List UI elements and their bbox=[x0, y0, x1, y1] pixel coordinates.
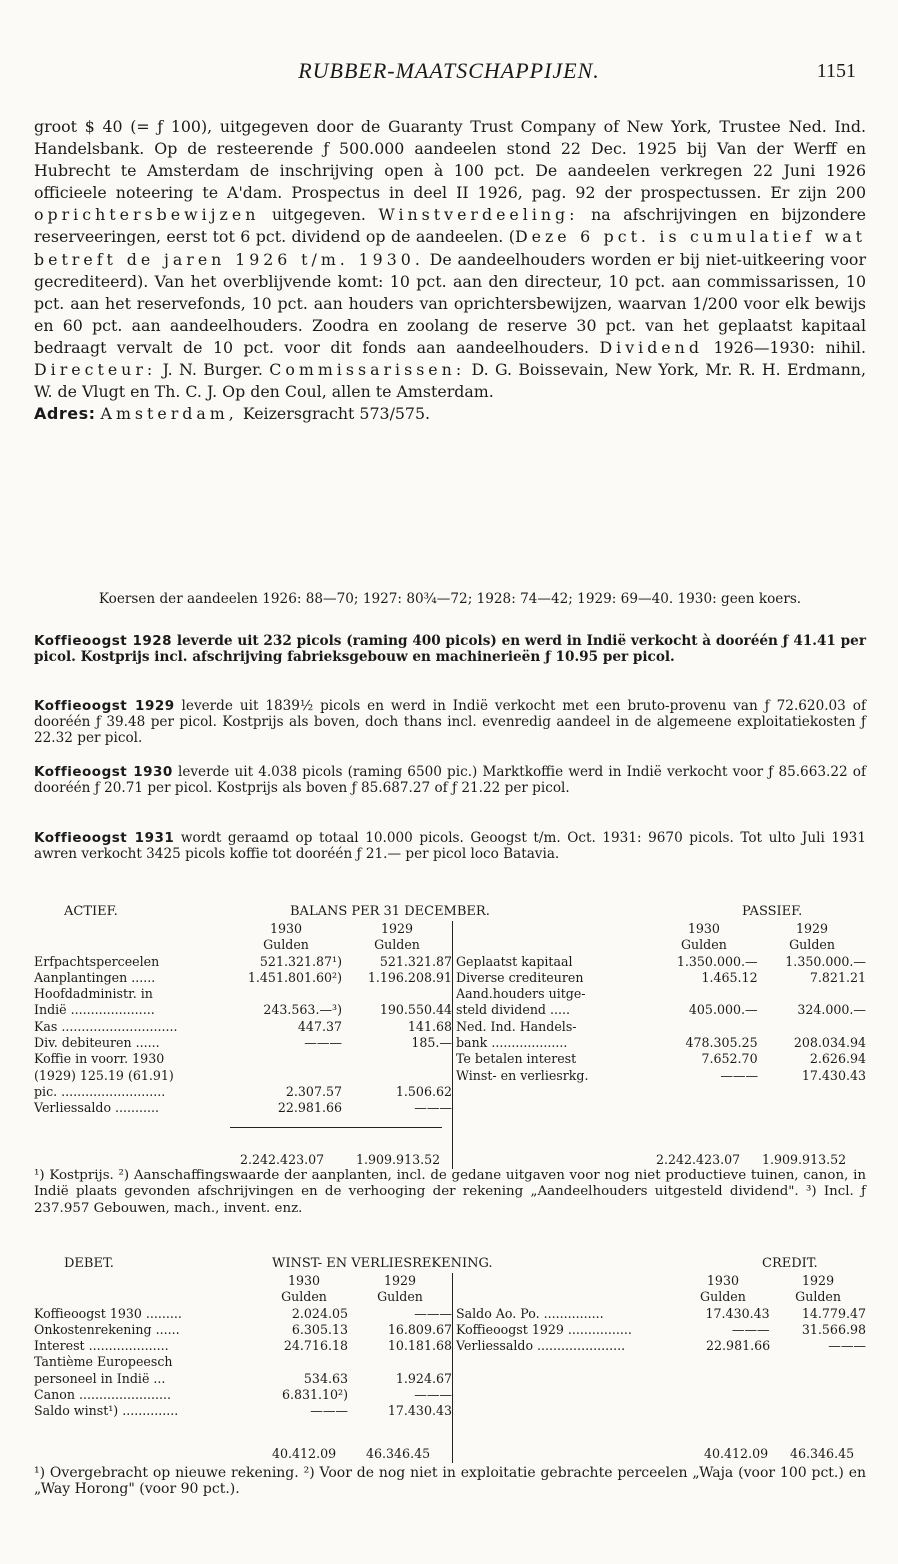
row-value: 22.981.66 bbox=[277, 1100, 342, 1116]
table-row bbox=[453, 1019, 867, 1035]
balans-passief-heading: PASSIEF. bbox=[742, 904, 803, 919]
row-value: 534.63 bbox=[303, 1370, 348, 1386]
row-value: 24.716.18 bbox=[283, 1338, 348, 1354]
wv-debet-table: 1930 1929 Gulden Gulden Koffieoogst 1930 ......... 2.024.05 ——— Onkostenrekening ...... 6.305.13 16.809.67 Interest .................... 24.716.18 10.181.68 Tantième Europeesch personeel in Indië ... 534.63 1.924.67 Canon ....................... 6.831.10²) ——— Saldo winst¹) .............. ——— 17.430.43 bbox=[34, 1273, 452, 1419]
balans-title: BALANS PER 31 DECEMBER. bbox=[290, 904, 490, 919]
row-value: 2.307.57 bbox=[285, 1083, 342, 1099]
row-label: Kas ............................. bbox=[34, 1018, 178, 1034]
row-label: personeel in Indië ... bbox=[34, 1370, 166, 1386]
row-label: Canon ....................... bbox=[34, 1387, 172, 1403]
row-value: 22.981.66 bbox=[706, 1338, 771, 1354]
balans-total-left-1930: 2.242.423.07 bbox=[240, 1152, 325, 1167]
table-row bbox=[453, 954, 867, 970]
row-value bbox=[230, 1068, 342, 1084]
row-value: ——— bbox=[731, 1321, 770, 1337]
koffie-1928: Koffieoogst 1928 leverde uit 232 picols (raming 400 picols) en werd in Indië verkocht à dooréén ƒ 41.41 per picol. Kostprijs incl. afschrijving fabrieksgebouw en machinerieën ƒ 10.95 per picol. bbox=[34, 633, 866, 666]
balans-total-left-1929: 1.909.913.52 bbox=[356, 1152, 441, 1167]
row-value: 1.465.12 bbox=[701, 969, 758, 985]
balans-left-rule bbox=[230, 1127, 442, 1128]
row-label: Koffie in voorr. 1930 bbox=[34, 1051, 165, 1067]
wv-footnote: ¹) Overgebracht op nieuwe rekening. ²) Voor de nog niet in exploitatie gebrachte perceelen „Waja (voor 100 pct.) en „Way Horong" (voor 90 pct.). bbox=[34, 1465, 866, 1498]
share-prices: Koersen der aandeelen 1926: 88—70; 1927: 80¾—72; 1928: 74—42; 1929: 69—40. 1930: geen koers. bbox=[98, 591, 802, 607]
row-value: 6.831.10²) bbox=[281, 1387, 348, 1403]
row-value: 17.430.43 bbox=[705, 1305, 770, 1321]
row-value: 7.652.70 bbox=[701, 1051, 758, 1067]
table-row bbox=[34, 1068, 452, 1084]
row-label: steld dividend ..... bbox=[453, 1002, 651, 1018]
wv-credit-table: 1930 1929 Gulden Gulden Saldo Ao. Po. ............... 17.430.43 14.779.47 Koffieoogst 1929 ................ ——— 31.566.98 Verliessaldo ...................... 22.981.66 ——— bbox=[452, 1273, 866, 1354]
balans-actief-heading: ACTIEF. bbox=[64, 904, 118, 919]
address-label: Adres: bbox=[34, 404, 96, 424]
koffie-1929: Koffieoogst 1929 leverde uit 1839½ picols en werd in Indië verkocht met een bruto-provenu van ƒ 72.620.03 of dooréén ƒ 39.48 per picol. Kostprijs als boven, doch thans incl. evenredig aandeel in de algemeene exploitatiekosten ƒ 22.32 per picol. bbox=[34, 698, 866, 747]
row-value: 521.321.87¹) bbox=[259, 953, 342, 969]
row-value bbox=[342, 1051, 452, 1067]
row-label: bank ................... bbox=[453, 1035, 651, 1051]
row-value bbox=[650, 1019, 758, 1035]
wv-divider bbox=[452, 1273, 453, 1463]
row-value: ——— bbox=[414, 1305, 452, 1321]
row-label: Erfpachtsperceelen bbox=[34, 953, 160, 969]
row-value: ——— bbox=[304, 1035, 342, 1051]
table-row bbox=[453, 1051, 867, 1067]
row-value: 6.305.13 bbox=[291, 1321, 348, 1337]
row-value bbox=[650, 986, 758, 1002]
row-value: 405.000.— bbox=[688, 1002, 758, 1018]
row-value: 141.68 bbox=[407, 1018, 452, 1034]
row-value bbox=[230, 1051, 342, 1067]
row-value: 14.779.47 bbox=[801, 1305, 866, 1321]
row-value: 1.350.000.— bbox=[676, 953, 758, 969]
row-value: ——— bbox=[720, 1067, 759, 1083]
row-label: Koffieoogst 1930 ......... bbox=[34, 1305, 182, 1321]
row-value: 190.550.44 bbox=[379, 1002, 452, 1018]
row-label: pic. .......................... bbox=[34, 1083, 166, 1099]
table-row bbox=[34, 1019, 452, 1035]
row-value: 16.809.67 bbox=[387, 1321, 452, 1337]
balans-divider bbox=[452, 921, 453, 1169]
table-row bbox=[34, 1338, 452, 1354]
wv-total-right-1930: 40.412.09 bbox=[704, 1446, 769, 1461]
row-value: 2.024.05 bbox=[291, 1305, 348, 1321]
table-row bbox=[453, 1322, 867, 1338]
row-value: 447.37 bbox=[297, 1018, 342, 1034]
row-label: Onkostenrekening ...... bbox=[34, 1321, 180, 1337]
row-label: Ned. Ind. Handels- bbox=[453, 1019, 651, 1035]
wv-total-left-1930: 40.412.09 bbox=[272, 1446, 337, 1461]
wv-title: WINST- EN VERLIESREKENING. bbox=[272, 1256, 493, 1271]
row-value: 17.430.43 bbox=[387, 1403, 452, 1419]
row-value: 478.305.25 bbox=[685, 1035, 758, 1051]
row-label: Te betalen interest bbox=[453, 1051, 651, 1067]
row-label: Diverse crediteuren bbox=[453, 970, 651, 986]
table-row bbox=[453, 1306, 867, 1322]
koffie-1930: Koffieoogst 1930 leverde uit 4.038 picols (raming 6500 pic.) Marktkoffie werd in Indië verkocht voor ƒ 85.663.22 of dooréén ƒ 20.71 per picol. Kostprijs als boven ƒ 85.687.27 of ƒ 21.22 per picol. bbox=[34, 764, 866, 797]
row-value: 1.196.208.91 bbox=[367, 969, 452, 985]
row-label: Interest .................... bbox=[34, 1338, 169, 1354]
row-label: Indië ..................... bbox=[34, 1002, 155, 1018]
table-row bbox=[34, 970, 452, 986]
page-header bbox=[0, 58, 898, 88]
row-label: Hoofdadministr. in bbox=[34, 986, 153, 1002]
table-row bbox=[453, 970, 867, 986]
table-row bbox=[453, 1338, 867, 1354]
row-value: 1.350.000.— bbox=[785, 953, 866, 969]
table-row bbox=[34, 1100, 452, 1116]
row-value: 10.181.68 bbox=[387, 1338, 452, 1354]
wv-debet-heading: DEBET. bbox=[64, 1256, 114, 1271]
page-number: 1151 bbox=[816, 60, 856, 82]
table-row bbox=[34, 1322, 452, 1338]
balans-footnote: ¹) Kostprijs. ²) Aanschaffingswaarde der aanplanten, incl. de gedane uitgaven voor nog niet productieve tuinen, canon, in Indië plaats gevonden afschrijvingen en de verhooging der rekening „Aandeelhouders uitgesteld dividend". ³) Incl. ƒ 237.957 Gebouwen, mach., invent. enz. bbox=[34, 1168, 866, 1216]
row-value: 243.563.—³) bbox=[263, 1002, 342, 1018]
row-label: Verliessaldo ........... bbox=[34, 1100, 160, 1116]
row-value bbox=[260, 1354, 348, 1370]
table-row bbox=[34, 1051, 452, 1067]
balans-total-right-1929: 1.909.913.52 bbox=[762, 1152, 847, 1167]
row-label: Koffieoogst 1929 ................ bbox=[453, 1322, 677, 1338]
wv-total-left-1929: 46.346.45 bbox=[366, 1446, 431, 1461]
balans-total-right-1930: 2.242.423.07 bbox=[656, 1152, 741, 1167]
row-value bbox=[348, 1354, 452, 1370]
table-row bbox=[34, 1387, 452, 1403]
table-row bbox=[453, 1068, 867, 1084]
row-value bbox=[230, 986, 342, 1002]
row-label: Verliessaldo ...................... bbox=[453, 1338, 677, 1354]
row-value bbox=[342, 1068, 452, 1084]
row-value: 1.924.67 bbox=[395, 1370, 452, 1386]
table-row bbox=[34, 1403, 452, 1419]
table-row bbox=[34, 1371, 452, 1387]
row-value: ——— bbox=[414, 1387, 452, 1403]
row-value: 324.000.— bbox=[797, 1002, 866, 1018]
row-value bbox=[758, 986, 866, 1002]
row-value: 185.— bbox=[411, 1035, 452, 1051]
row-value: 2.626.94 bbox=[809, 1051, 866, 1067]
table-row bbox=[34, 1035, 452, 1051]
row-label: Tantième Europeesch bbox=[34, 1354, 173, 1370]
row-label: Aand.houders uitge- bbox=[453, 986, 651, 1002]
row-label: Winst- en verliesrkg. bbox=[453, 1068, 651, 1084]
table-row bbox=[453, 1002, 867, 1018]
row-value: ——— bbox=[414, 1100, 452, 1116]
balans-actief-table: 1930 1929 Gulden Gulden Erfpachtsperceelen 521.321.87¹) 521.321.87 Aanplantingen ...... 1.451.801.60²) 1.196.208.91 Hoofdadministr. in Indië ..................... 243.563.—³) 190.550.44 Kas ............................. 447.37 141.68 Div. debiteuren ...... ——— 185.— Koffie in voorr. 1930 (1929) 125.19 (61.91) pic. .......................... 2.307.57 1.506.62 Verliessaldo ........... 22.981.66 ——— bbox=[34, 921, 452, 1116]
row-value: 31.566.98 bbox=[801, 1321, 866, 1337]
table-row bbox=[34, 1306, 452, 1322]
row-value: 521.321.87 bbox=[379, 953, 452, 969]
table-row bbox=[34, 1002, 452, 1018]
wv-total-right-1929: 46.346.45 bbox=[790, 1446, 855, 1461]
table-row bbox=[34, 1084, 452, 1100]
row-label: (1929) 125.19 (61.91) bbox=[34, 1067, 174, 1083]
table-row bbox=[453, 986, 867, 1002]
row-label: Geplaatst kapitaal bbox=[453, 954, 651, 970]
row-value: 17.430.43 bbox=[801, 1067, 866, 1083]
table-row bbox=[453, 1035, 867, 1051]
row-value: 208.034.94 bbox=[793, 1035, 866, 1051]
row-label: Div. debiteuren ...... bbox=[34, 1035, 160, 1051]
running-title: RUBBER-MAATSCHAPPIJEN. bbox=[298, 58, 600, 83]
table-row bbox=[34, 986, 452, 1002]
row-label: Saldo winst¹) .............. bbox=[34, 1403, 179, 1419]
wv-credit-heading: CREDIT. bbox=[762, 1256, 818, 1271]
row-value: ——— bbox=[310, 1403, 348, 1419]
table-row bbox=[34, 954, 452, 970]
row-value bbox=[342, 986, 452, 1002]
row-value: 1.506.62 bbox=[395, 1083, 452, 1099]
row-value: 7.821.21 bbox=[809, 969, 866, 985]
row-label: Saldo Ao. Po. ............... bbox=[453, 1306, 677, 1322]
koffie-1931: Koffieoogst 1931 wordt geraamd op totaal 10.000 picols. Geoogst t/m. Oct. 1931: 9670 picols. Tot ulto Juli 1931 awren verkocht 3425 picols koffie tot dooréén ƒ 21.— per picol loco Batavia. bbox=[34, 830, 866, 863]
balans-passief-table: 1930 1929 Gulden Gulden Geplaatst kapitaal 1.350.000.— 1.350.000.— Diverse crediteuren 1.465.12 7.821.21 Aand.houders uitge- steld dividend ..... 405.000.— 324.000.— Ned. Ind. Handels- bank ................... 478.305.25 208.034.94 Te betalen interest 7.652.70 2.626.94 Winst- en verliesrkg. ——— 17.430.43 bbox=[452, 921, 866, 1084]
row-label: Aanplantingen ...... bbox=[34, 969, 156, 985]
company-description: groot $ 40 (= ƒ 100), uitgegeven door de Guaranty Trust Company of New York, Trustee Ned. Ind. Handelsbank. Op de resteerende ƒ 500.000 aandeelen stond 22 Dec. 1925 bij Van der Werff en Hubrecht te Amsterdam de inschrijving open à 100 pct. De aandeelen verkregen 22 Juni 1926 officieele noteering te A'dam. Prospectus in deel II 1926, pag. 92 der prospectussen. Er zijn 200 oprichtersbewijzen uitgegeven. Winstverdeeling: na afschrijvingen en bijzondere reserveeringen, eerst tot 6 pct. dividend op de aandeelen. (Deze 6 pct. is cumulatief wat betreft de jaren 1926 t/m. 1930. De aandeelhouders worden er bij niet-uitkeering voor gecrediteerd). Van het overblijvende komt: 10 pct. aan den directeur, 10 pct. aan commissarissen, 10 pct. aan het reservefonds, 10 pct. aan houders van oprichtersbewijzen, waarvan 1/200 voor elk bewijs en 60 pct. aan aandeelhouders. Zoodra en zoolang de reserve 30 pct. van het geplaatst kapitaal bedraagt vervalt de 10 pct. voor dit fonds aan aandeelhouders. Dividend 1926—1930: nihil. Directeur: J. N. Burger. Commissarissen: D. G. Boissevain, New York, Mr. R. H. Erdmann, W. de Vlugt en Th. C. J. Op den Coul, allen te Amsterdam. Adres: Amsterdam, Keizersgracht 573/575. bbox=[34, 117, 867, 424]
row-value bbox=[758, 1019, 866, 1035]
row-value: ——— bbox=[828, 1338, 866, 1354]
row-value: 1.451.801.60²) bbox=[247, 969, 342, 985]
table-row bbox=[34, 1354, 452, 1370]
